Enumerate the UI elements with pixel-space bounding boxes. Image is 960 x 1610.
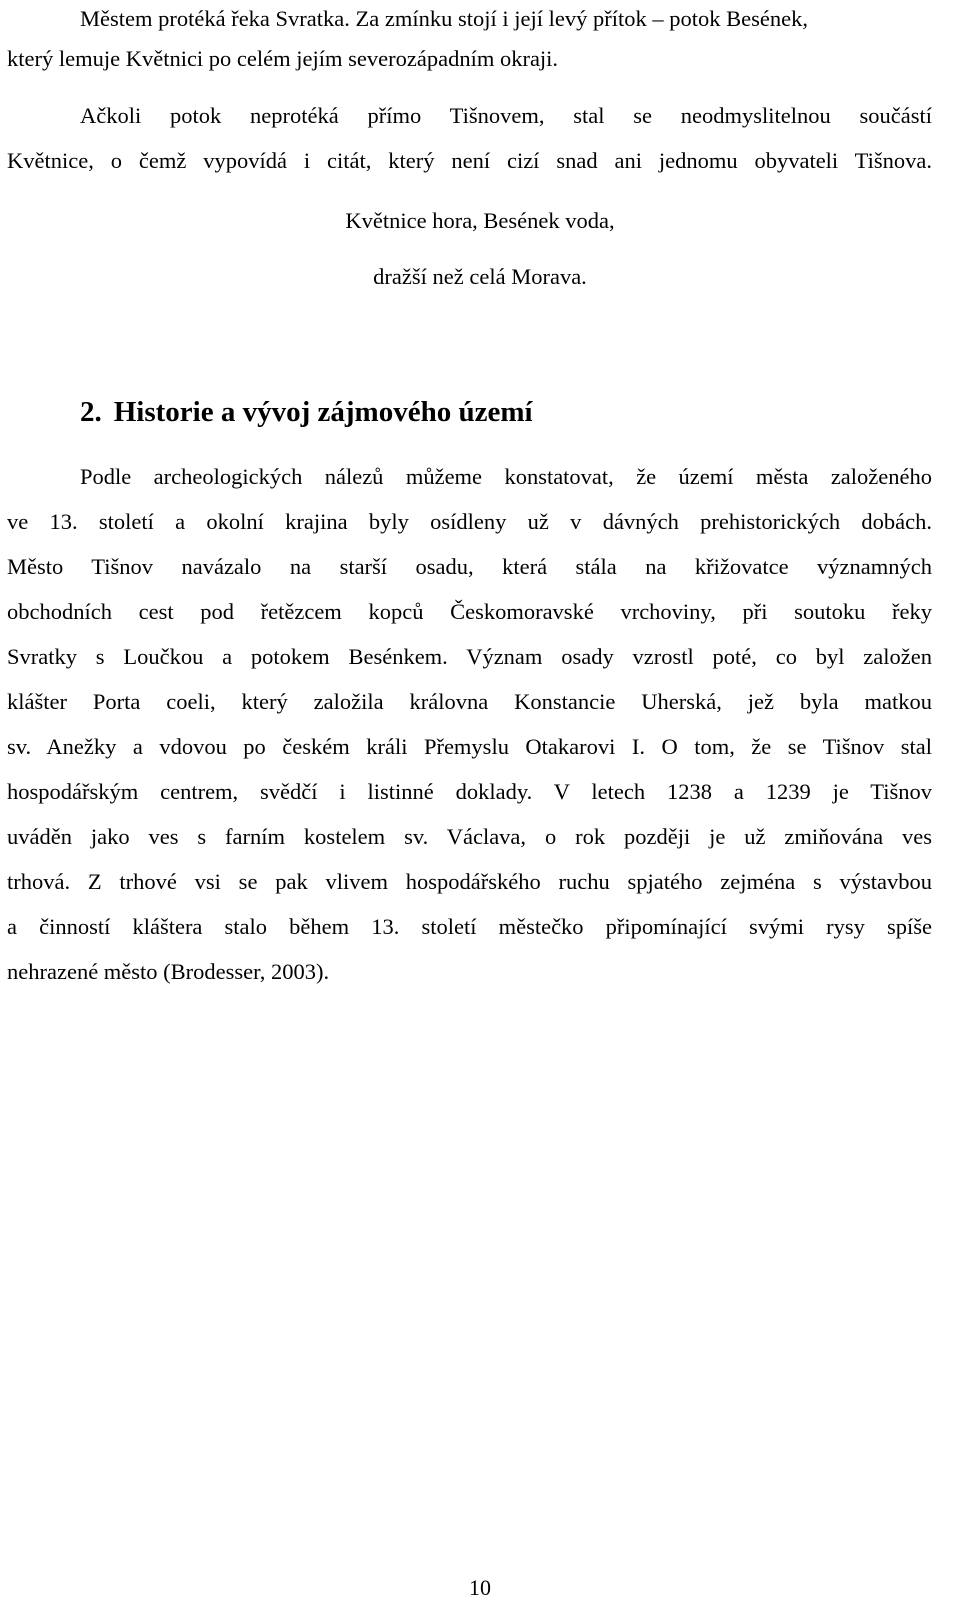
section-number: 2. bbox=[80, 396, 102, 428]
quote-line: dražší než celá Morava. bbox=[373, 264, 587, 289]
body-line: Podle archeologických nálezů můžeme konstatovat, že území města založeného bbox=[80, 464, 932, 489]
body-line: ve 13. století a okolní krajina byly osídleny už v dávných prehistorických dobách. bbox=[7, 509, 932, 534]
section-title: Historie a vývoj zájmového území bbox=[113, 396, 533, 428]
body-line: klášter Porta coeli, který založila královna Konstancie Uherská, jež byla matkou bbox=[7, 689, 932, 714]
body-line: Svratky s Loučkou a potokem Besénkem. Význam osady vzrostl poté, co byl založen bbox=[7, 644, 932, 669]
quote-line: Květnice hora, Besének voda, bbox=[345, 208, 615, 233]
section-heading bbox=[80, 394, 533, 430]
intro-line: Květnice, o čemž vypovídá i citát, který není cizí snad ani jednomu obyvateli Tišnova. bbox=[7, 148, 932, 173]
body-line: hospodářským centrem, svědčí i listinné doklady. V letech 1238 a 1239 je Tišnov bbox=[7, 779, 932, 804]
intro-line: který lemuje Květnici po celém jejím severozápadním okraji. bbox=[7, 46, 559, 71]
intro-line: Městem protéká řeka Svratka. Za zmínku stojí i její levý přítok – potok Besének, bbox=[80, 6, 808, 31]
body-line: nehrazené město (Brodesser, 2003). bbox=[7, 959, 330, 984]
intro-line: Ačkoli potok neprotéká přímo Tišnovem, stal se neodmyslitelnou součástí bbox=[80, 103, 932, 128]
body-line: Město Tišnov navázalo na starší osadu, která stála na křižovatce významných bbox=[7, 554, 932, 579]
body-line: trhová. Z trhové vsi se pak vlivem hospodářského ruchu spjatého zejména s výstavbou bbox=[7, 869, 932, 894]
page-number: 10 bbox=[469, 1575, 491, 1600]
body-line: a činností kláštera stalo během 13. století městečko připomínající svými rysy spíše bbox=[7, 914, 932, 939]
body-line: obchodních cest pod řetězcem kopců Českomoravské vrchoviny, při soutoku řeky bbox=[7, 599, 932, 624]
body-line: sv. Anežky a vdovou po českém králi Přemyslu Otakarovi I. O tom, že se Tišnov stal bbox=[7, 734, 932, 759]
body-line: uváděn jako ves s farním kostelem sv. Václava, o rok později je už zmiňována ves bbox=[7, 824, 932, 849]
